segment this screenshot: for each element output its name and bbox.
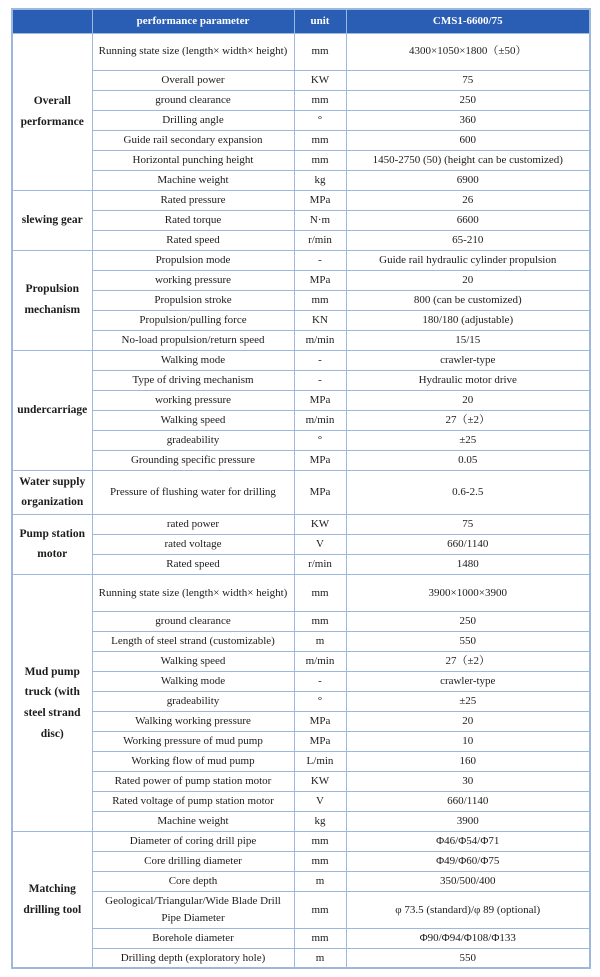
- value-cell: 250: [346, 90, 590, 110]
- value-cell: ±25: [346, 430, 590, 450]
- parameter-cell: Running state size (length× width× height): [92, 574, 294, 611]
- unit-cell: -: [294, 350, 346, 370]
- value-cell: crawler-type: [346, 671, 590, 691]
- value-cell: 660/1140: [346, 534, 590, 554]
- table-row: [12, 574, 590, 611]
- parameter-cell: Walking working pressure: [92, 711, 294, 731]
- parameter-cell: Working flow of mud pump: [92, 751, 294, 771]
- unit-cell: m/min: [294, 651, 346, 671]
- value-cell: 0.05: [346, 450, 590, 470]
- parameter-cell: Rated voltage of pump station motor: [92, 791, 294, 811]
- table-row: [12, 270, 590, 290]
- value-cell: φ 73.5 (standard)/φ 89 (optional): [346, 891, 590, 928]
- table-row: [12, 711, 590, 731]
- unit-cell: -: [294, 370, 346, 390]
- table-row: [12, 390, 590, 410]
- table-row: [12, 130, 590, 150]
- parameter-cell: Grounding specific pressure: [92, 450, 294, 470]
- value-cell: 75: [346, 514, 590, 534]
- table-row: [12, 534, 590, 554]
- value-cell: 3900: [346, 811, 590, 831]
- value-cell: 6600: [346, 210, 590, 230]
- table-row: [12, 150, 590, 170]
- parameter-cell: Rated torque: [92, 210, 294, 230]
- value-cell: 6900: [346, 170, 590, 190]
- table-row: [12, 731, 590, 751]
- value-cell: 550: [346, 948, 590, 968]
- parameter-cell: Geological/Triangular/Wide Blade Drill Pipe Diameter: [92, 891, 294, 928]
- parameter-cell: Rated speed: [92, 230, 294, 250]
- unit-cell: °: [294, 430, 346, 450]
- value-cell: Hydraulic motor drive: [346, 370, 590, 390]
- value-cell: 10: [346, 731, 590, 751]
- table-row: [12, 250, 590, 270]
- unit-cell: KW: [294, 70, 346, 90]
- table-row: [12, 410, 590, 430]
- category-cell: Propulsion mechanism: [12, 250, 92, 350]
- unit-cell: mm: [294, 831, 346, 851]
- table-row: [12, 170, 590, 190]
- unit-cell: V: [294, 791, 346, 811]
- unit-cell: mm: [294, 130, 346, 150]
- parameter-cell: Drilling depth (exploratory hole): [92, 948, 294, 968]
- value-cell: 20: [346, 270, 590, 290]
- value-cell: 160: [346, 751, 590, 771]
- value-cell: 1450-2750 (50) (height can be customized): [346, 150, 590, 170]
- parameter-cell: Borehole diameter: [92, 928, 294, 948]
- table-row: [12, 190, 590, 210]
- parameter-cell: working pressure: [92, 390, 294, 410]
- value-cell: 26: [346, 190, 590, 210]
- parameter-cell: Guide rail secondary expansion: [92, 130, 294, 150]
- table-row: [12, 370, 590, 390]
- value-cell: 0.6-2.5: [346, 470, 590, 514]
- parameter-cell: Pressure of flushing water for drilling: [92, 470, 294, 514]
- unit-cell: KW: [294, 771, 346, 791]
- table-row: [12, 871, 590, 891]
- value-cell: 27（±2）: [346, 410, 590, 430]
- unit-cell: °: [294, 110, 346, 130]
- header-unit-cell: unit: [294, 9, 346, 33]
- parameter-cell: Rated power of pump station motor: [92, 771, 294, 791]
- table-row: [12, 671, 590, 691]
- parameter-cell: Length of steel strand (customizable): [92, 631, 294, 651]
- value-cell: 360: [346, 110, 590, 130]
- table-row: [12, 350, 590, 370]
- unit-cell: V: [294, 534, 346, 554]
- table-row: [12, 430, 590, 450]
- unit-cell: -: [294, 250, 346, 270]
- parameter-cell: Rated pressure: [92, 190, 294, 210]
- parameter-cell: rated power: [92, 514, 294, 534]
- unit-cell: mm: [294, 611, 346, 631]
- parameter-cell: Core depth: [92, 871, 294, 891]
- header-model-cell: CMS1-6600/75: [346, 9, 590, 33]
- table-row: [12, 851, 590, 871]
- category-cell: slewing gear: [12, 190, 92, 250]
- unit-cell: mm: [294, 150, 346, 170]
- unit-cell: KW: [294, 514, 346, 534]
- table-row: [12, 310, 590, 330]
- value-cell: Φ90/Φ94/Φ108/Φ133: [346, 928, 590, 948]
- parameter-cell: Running state size (length× width× height): [92, 33, 294, 70]
- table-row: [12, 554, 590, 574]
- value-cell: 550: [346, 631, 590, 651]
- spec-table: [11, 8, 591, 969]
- table-row: [12, 631, 590, 651]
- parameter-cell: Propulsion/pulling force: [92, 310, 294, 330]
- value-cell: 20: [346, 711, 590, 731]
- table-row: [12, 928, 590, 948]
- parameter-cell: Machine weight: [92, 811, 294, 831]
- table-row: [12, 891, 590, 928]
- category-cell: Overall performance: [12, 33, 92, 190]
- parameter-cell: Rated speed: [92, 554, 294, 574]
- value-cell: 15/15: [346, 330, 590, 350]
- value-cell: 4300×1050×1800（±50）: [346, 33, 590, 70]
- table-row: [12, 70, 590, 90]
- parameter-cell: Walking mode: [92, 350, 294, 370]
- unit-cell: kg: [294, 170, 346, 190]
- parameter-cell: Working pressure of mud pump: [92, 731, 294, 751]
- value-cell: Φ49/Φ60/Φ75: [346, 851, 590, 871]
- table-row: [12, 290, 590, 310]
- table-row: [12, 611, 590, 631]
- table-row: [12, 691, 590, 711]
- table-row: [12, 751, 590, 771]
- unit-cell: kg: [294, 811, 346, 831]
- table-row: [12, 514, 590, 534]
- unit-cell: mm: [294, 891, 346, 928]
- value-cell: Guide rail hydraulic cylinder propulsion: [346, 250, 590, 270]
- table-row: [12, 230, 590, 250]
- parameter-cell: Propulsion mode: [92, 250, 294, 270]
- parameter-cell: ground clearance: [92, 611, 294, 631]
- table-header-row: [12, 9, 590, 33]
- category-cell: Water supply organization: [12, 470, 92, 514]
- header-category-cell: [12, 9, 92, 33]
- value-cell: 3900×1000×3900: [346, 574, 590, 611]
- value-cell: 1480: [346, 554, 590, 574]
- value-cell: 180/180 (adjustable): [346, 310, 590, 330]
- unit-cell: MPa: [294, 450, 346, 470]
- table-row: [12, 330, 590, 350]
- value-cell: 600: [346, 130, 590, 150]
- unit-cell: mm: [294, 33, 346, 70]
- unit-cell: MPa: [294, 711, 346, 731]
- parameter-cell: gradeability: [92, 430, 294, 450]
- parameter-cell: Overall power: [92, 70, 294, 90]
- value-cell: Φ46/Φ54/Φ71: [346, 831, 590, 851]
- unit-cell: mm: [294, 574, 346, 611]
- parameter-cell: working pressure: [92, 270, 294, 290]
- table-row: [12, 470, 590, 514]
- value-cell: 65-210: [346, 230, 590, 250]
- parameter-cell: ground clearance: [92, 90, 294, 110]
- value-cell: ±25: [346, 691, 590, 711]
- value-cell: 30: [346, 771, 590, 791]
- unit-cell: m/min: [294, 330, 346, 350]
- value-cell: 27（±2）: [346, 651, 590, 671]
- parameter-cell: rated voltage: [92, 534, 294, 554]
- parameter-cell: Machine weight: [92, 170, 294, 190]
- category-cell: Matching drilling tool: [12, 831, 92, 968]
- parameter-cell: Walking speed: [92, 651, 294, 671]
- parameter-cell: Walking mode: [92, 671, 294, 691]
- value-cell: 800 (can be customized): [346, 290, 590, 310]
- unit-cell: MPa: [294, 470, 346, 514]
- unit-cell: r/min: [294, 554, 346, 574]
- parameter-cell: gradeability: [92, 691, 294, 711]
- table-row: [12, 33, 590, 70]
- unit-cell: m: [294, 631, 346, 651]
- parameter-cell: Diameter of coring drill pipe: [92, 831, 294, 851]
- table-row: [12, 811, 590, 831]
- value-cell: 660/1140: [346, 791, 590, 811]
- unit-cell: MPa: [294, 270, 346, 290]
- table-row: [12, 831, 590, 851]
- unit-cell: m: [294, 871, 346, 891]
- table-row: [12, 791, 590, 811]
- unit-cell: N·m: [294, 210, 346, 230]
- unit-cell: MPa: [294, 390, 346, 410]
- unit-cell: KN: [294, 310, 346, 330]
- parameter-cell: Propulsion stroke: [92, 290, 294, 310]
- parameter-cell: Horizontal punching height: [92, 150, 294, 170]
- category-cell: Pump station motor: [12, 514, 92, 574]
- table-row: [12, 771, 590, 791]
- unit-cell: MPa: [294, 731, 346, 751]
- parameter-cell: Drilling angle: [92, 110, 294, 130]
- parameter-cell: Core drilling diameter: [92, 851, 294, 871]
- value-cell: 350/500/400: [346, 871, 590, 891]
- table-row: [12, 948, 590, 968]
- table-row: [12, 210, 590, 230]
- table-row: [12, 110, 590, 130]
- parameter-cell: No-load propulsion/return speed: [92, 330, 294, 350]
- value-cell: 20: [346, 390, 590, 410]
- unit-cell: m/min: [294, 410, 346, 430]
- unit-cell: -: [294, 671, 346, 691]
- value-cell: 75: [346, 70, 590, 90]
- unit-cell: mm: [294, 851, 346, 871]
- value-cell: crawler-type: [346, 350, 590, 370]
- unit-cell: L/min: [294, 751, 346, 771]
- unit-cell: mm: [294, 928, 346, 948]
- unit-cell: °: [294, 691, 346, 711]
- spec-table-body: [12, 33, 590, 968]
- table-row: [12, 450, 590, 470]
- unit-cell: r/min: [294, 230, 346, 250]
- parameter-cell: Type of driving mechanism: [92, 370, 294, 390]
- unit-cell: mm: [294, 290, 346, 310]
- value-cell: 250: [346, 611, 590, 631]
- unit-cell: m: [294, 948, 346, 968]
- table-row: [12, 90, 590, 110]
- category-cell: undercarriage: [12, 350, 92, 470]
- header-parameter-cell: performance parameter: [92, 9, 294, 33]
- unit-cell: MPa: [294, 190, 346, 210]
- parameter-cell: Walking speed: [92, 410, 294, 430]
- table-row: [12, 651, 590, 671]
- category-cell: Mud pump truck (with steel strand disc): [12, 574, 92, 831]
- unit-cell: mm: [294, 90, 346, 110]
